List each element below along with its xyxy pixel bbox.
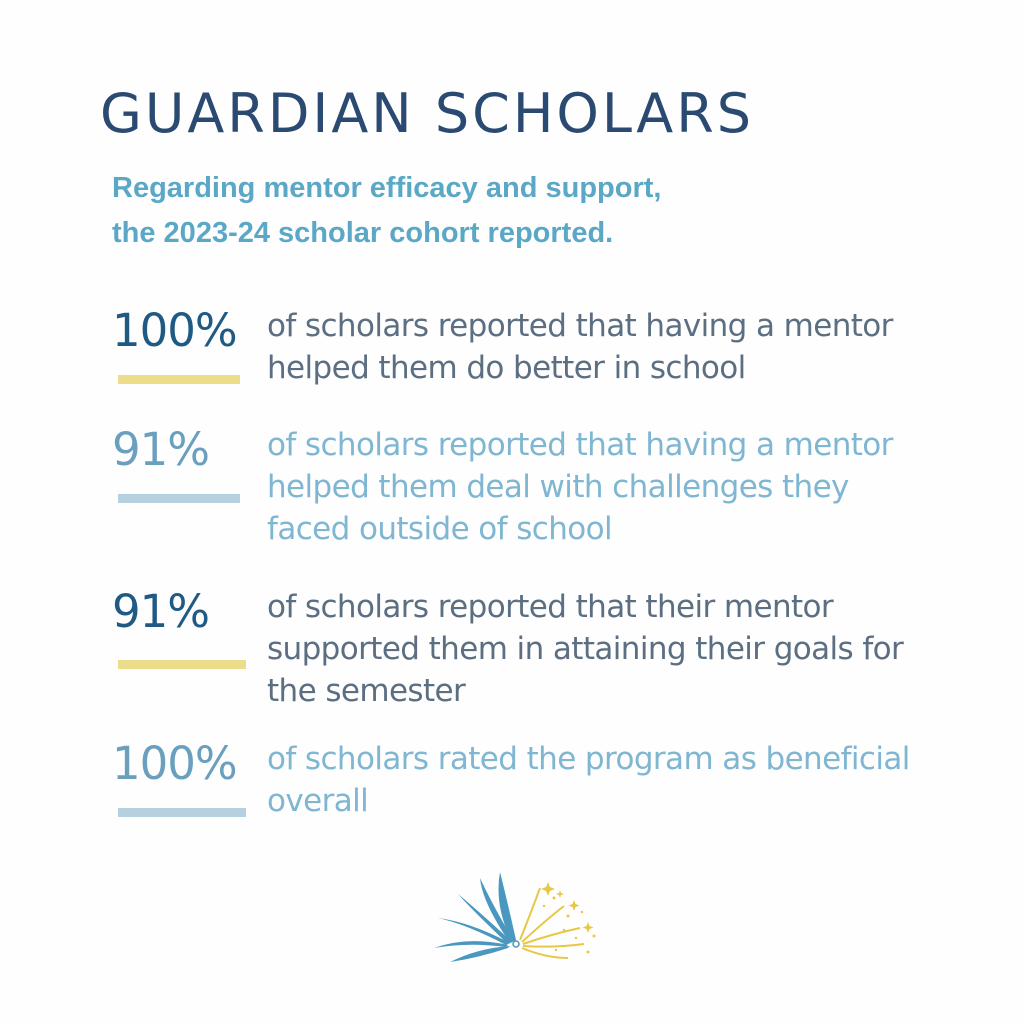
stat-description xyxy=(267,424,957,550)
book-page-shape xyxy=(434,941,508,948)
stat-description-line: of scholars reported that their mentor xyxy=(267,589,834,625)
book-spine-dot xyxy=(513,941,519,947)
starburst-ray xyxy=(523,928,580,944)
stat-description xyxy=(267,586,957,712)
stat-description-line: faced outside of school xyxy=(267,511,613,547)
stat-description xyxy=(267,305,957,389)
page-subtitle xyxy=(112,166,661,256)
starburst-ray xyxy=(522,948,568,958)
stat-value: 100% xyxy=(112,737,237,790)
stat-description xyxy=(267,738,957,822)
stat-description-line: of scholars rated the program as beneficial xyxy=(267,741,910,777)
page-title: GUARDIAN SCHOLARS xyxy=(100,82,754,145)
stat-item xyxy=(112,424,972,564)
stat-description-line: helped them do better in school xyxy=(267,350,746,386)
stat-description-line: of scholars reported that having a mentor xyxy=(267,308,893,344)
stat-description-line: helped them deal with challenges they xyxy=(267,469,849,505)
open-book-starburst-icon xyxy=(428,866,604,962)
subtitle-line-1: Regarding mentor efficacy and support, xyxy=(112,172,662,204)
stat-underline-bar xyxy=(118,808,246,817)
stat-underline-bar xyxy=(118,494,240,503)
subtitle-line-2: the 2023-24 scholar cohort reported. xyxy=(112,217,614,249)
stat-item xyxy=(112,738,972,878)
stat-underline-bar xyxy=(118,375,240,384)
stat-description-line: the semester xyxy=(267,673,466,709)
stat-description-line: of scholars reported that having a mentor xyxy=(267,427,893,463)
stat-value: 91% xyxy=(112,423,210,476)
stat-value: 91% xyxy=(112,585,210,638)
stat-description-line: overall xyxy=(267,783,369,819)
book-page-shape xyxy=(450,946,510,962)
starburst-ray xyxy=(523,944,584,947)
stat-description-line: supported them in attaining their goals for xyxy=(267,631,904,667)
stat-underline-bar xyxy=(118,660,246,669)
starburst-ray xyxy=(520,888,540,940)
stat-item xyxy=(112,586,972,726)
stat-value: 100% xyxy=(112,304,237,357)
